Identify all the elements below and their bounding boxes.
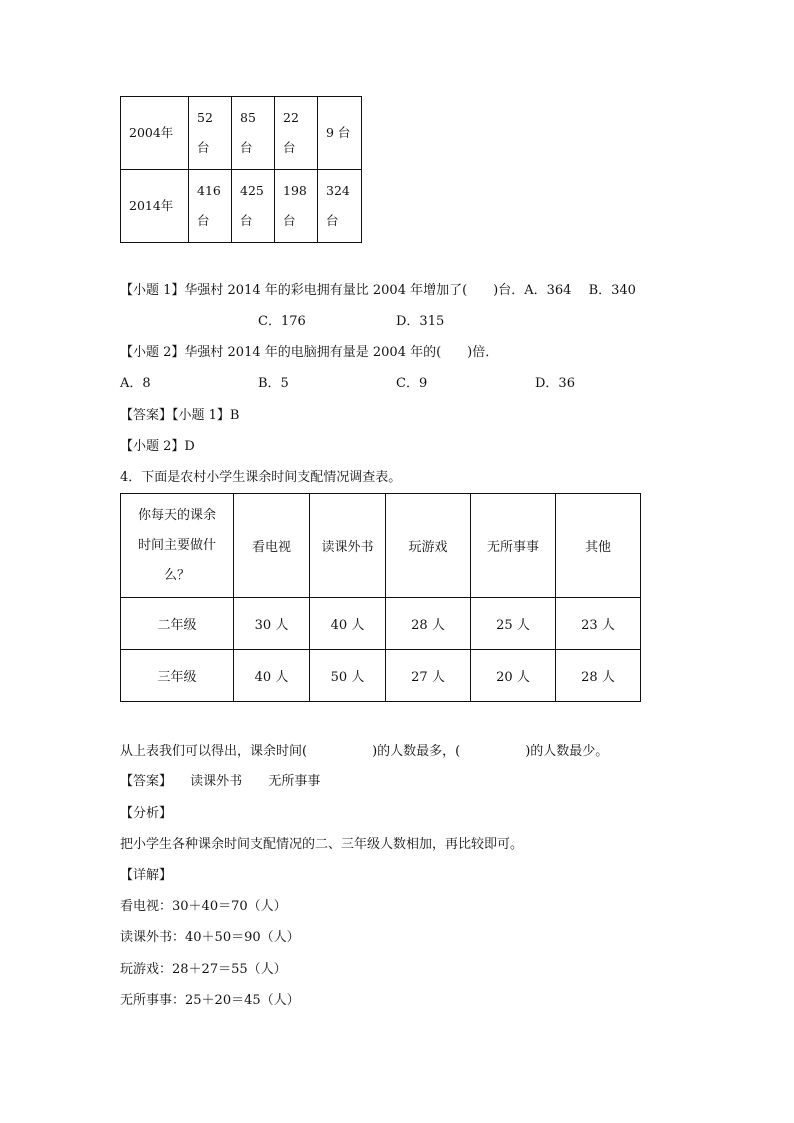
fill-in-question: 从上表我们可以得出，课余时间( )的人数最多，( )的人数最少。 bbox=[120, 744, 609, 759]
table-row bbox=[121, 170, 362, 243]
answer-label: 【答案】 bbox=[120, 774, 173, 789]
table-row bbox=[121, 598, 641, 650]
table-cell: 324 台 bbox=[318, 170, 362, 243]
table-cell: 85 台 bbox=[232, 97, 275, 170]
question-1-text: 【小题 1】华强村 2014 年的彩电拥有量比 2004 年增加了( )台．A．364 B．340 bbox=[120, 283, 636, 298]
survey-table bbox=[120, 493, 641, 702]
table-cell: 22 台 bbox=[275, 97, 318, 170]
analysis-text: 把小学生各种课余时间支配情况的二、三年级人数相加，再比较即可。 bbox=[120, 837, 524, 852]
detail-line: 看电视：30＋40＝70（人） bbox=[120, 899, 287, 914]
table-cell: 198 台 bbox=[275, 170, 318, 243]
table-cell: 30 人 bbox=[234, 598, 310, 650]
grade-cell: 三年级 bbox=[121, 650, 234, 702]
table-row bbox=[121, 650, 641, 702]
header-cell: 其他 bbox=[556, 494, 641, 598]
detail-label: 【详解】 bbox=[120, 868, 173, 883]
detail-line: 玩游戏：28＋27＝55（人） bbox=[120, 962, 287, 977]
table-cell: 9 台 bbox=[318, 97, 362, 170]
question-2-option-c: C．9 bbox=[396, 376, 428, 391]
table-cell: 40 人 bbox=[310, 598, 386, 650]
question-2-option-a: A．8 bbox=[120, 376, 151, 391]
tv-computer-table bbox=[120, 96, 362, 243]
table-cell: 40 人 bbox=[234, 650, 310, 702]
header-cell: 无所事事 bbox=[471, 494, 556, 598]
detail-line: 无所事事：25＋20＝45（人） bbox=[120, 993, 300, 1008]
header-cell: 玩游戏 bbox=[386, 494, 471, 598]
question-4-title: 4．下面是农村小学生课余时间支配情况调查表。 bbox=[120, 470, 402, 485]
year-cell: 2014年 bbox=[121, 170, 189, 243]
analysis-label: 【分析】 bbox=[120, 806, 173, 821]
table-cell: 28 人 bbox=[386, 598, 471, 650]
table-cell: 25 人 bbox=[471, 598, 556, 650]
table-cell: 28 人 bbox=[556, 650, 641, 702]
grade-cell: 二年级 bbox=[121, 598, 234, 650]
answer-row bbox=[120, 774, 320, 790]
question-2-option-b: B．5 bbox=[258, 376, 289, 391]
question-2-text: 【小题 2】华强村 2014 年的电脑拥有量是 2004 年的( )倍． bbox=[120, 345, 499, 360]
answer-1: 读课外书 bbox=[190, 774, 243, 789]
question-1-option-c: C．176 bbox=[258, 314, 306, 329]
table-cell: 50 人 bbox=[310, 650, 386, 702]
header-cell: 读课外书 bbox=[310, 494, 386, 598]
table-cell: 416 台 bbox=[189, 170, 232, 243]
question-cell: 你每天的课余 时间主要做什 么？ bbox=[121, 494, 234, 598]
header-cell: 看电视 bbox=[234, 494, 310, 598]
table-cell: 23 人 bbox=[556, 598, 641, 650]
table-cell: 52 台 bbox=[189, 97, 232, 170]
answer-2: 无所事事 bbox=[268, 774, 321, 789]
year-cell: 2004年 bbox=[121, 97, 189, 170]
question-2-option-d: D．36 bbox=[535, 376, 575, 391]
detail-line: 读课外书：40＋50＝90（人） bbox=[120, 930, 300, 945]
table-header-row bbox=[121, 494, 641, 598]
table-cell: 20 人 bbox=[471, 650, 556, 702]
answer-line-1: 【答案】【小题 1】B bbox=[120, 408, 240, 423]
table-cell: 425 台 bbox=[232, 170, 275, 243]
table-row bbox=[121, 97, 362, 170]
table-cell: 27 人 bbox=[386, 650, 471, 702]
answer-line-2: 【小题 2】D bbox=[120, 439, 195, 454]
question-1-option-d: D．315 bbox=[396, 314, 445, 329]
